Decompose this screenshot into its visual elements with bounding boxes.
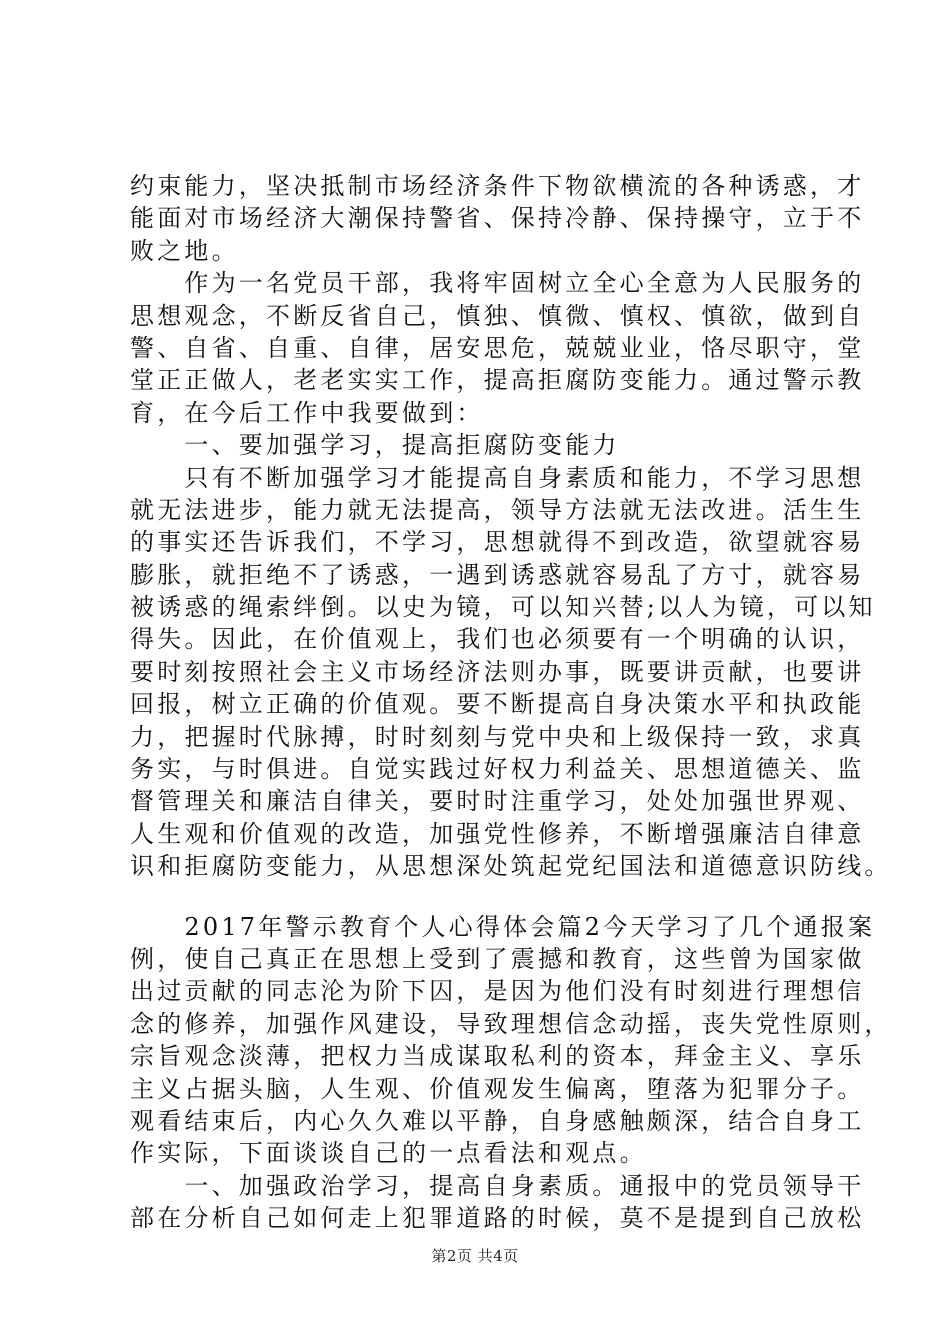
text-line: 的事实还告诉我们，不学习，思想就得不到改造，欲望就容易 <box>130 528 865 557</box>
text-line: 膨胀，就拒绝不了诱惑，一遇到诱惑就容易乱了方寸，就容易 <box>130 560 865 589</box>
text-line: 力，把握时代脉搏，时时刻刻与党中央和上级保持一致，求真 <box>130 722 865 751</box>
text-line: 务实，与时俱进。自觉实践过好权力利益关、思想道德关、监 <box>130 755 865 784</box>
text-line: 念的修养，加强作风建设，导致理想信念动摇，丧失党性原则， <box>130 1009 892 1038</box>
text-line: 主义占据头脑，人生观、价值观发生偏离，堕落为犯罪分子。 <box>130 1074 865 1103</box>
text-line: 2017年警示教育个人心得体会篇2今天学习了几个通报案 <box>130 912 876 941</box>
text-line: 作为一名党员干部，我将牢固树立全心全意为人民服务的 <box>130 269 865 298</box>
text-line: 督管理关和廉洁自律关，要时时注重学习，处处加强世界观、 <box>130 787 865 816</box>
text-line: 观看结束后，内心久久难以平静，自身感触颇深，结合自身工 <box>130 1106 865 1135</box>
paragraph-gap <box>130 883 830 911</box>
text-line: 回报，树立正确的价值观。要不断提高自身决策水平和执政能 <box>130 690 865 719</box>
text-line: 要时刻按照社会主义市场经济法则办事，既要讲贡献，也要讲 <box>130 657 865 686</box>
text-line: 约束能力，坚决抵制市场经济条件下物欲横流的各种诱惑，才 <box>130 172 865 200</box>
text-line: 人生观和价值观的改造，加强党性修养，不断增强廉洁自律意 <box>130 819 865 848</box>
text-line: 例，使自己真正在思想上受到了震撼和教育，这些曾为国家做 <box>130 944 865 973</box>
text-line: 识和拒腐防变能力，从思想深处筑起党纪国法和道德意识防线。 <box>130 852 892 881</box>
text-line: 堂正正做人，老老实实工作，提高拒腐防变能力。通过警示教 <box>130 366 865 395</box>
text-line: 能面对市场经济大潮保持警省、保持冷静、保持操守，立于不 <box>130 204 865 233</box>
text-line: 只有不断加强学习才能提高自身素质和能力，不学习思想 <box>130 463 865 492</box>
section-heading: 一、加强政治学习，提高自身素质。通报中的党员领导干 <box>130 1171 865 1200</box>
text-line: 宗旨观念淡薄，把权力当成谋取私利的资本，拜金主义、享乐 <box>130 1042 865 1071</box>
text-line: 得失。因此，在价值观上，我们也必须要有一个明确的认识， <box>130 625 865 654</box>
document-body <box>130 170 892 1235</box>
section-heading: 一、要加强学习，提高拒腐防变能力 <box>130 431 620 460</box>
text-line: 败之地。 <box>130 236 239 265</box>
text-line: 警、自省、自重、自律，居安思危，兢兢业业，恪尽职守，堂 <box>130 333 865 362</box>
page-footer: 第2页 共4页 <box>431 1247 519 1265</box>
text-line: 作实际，下面谈谈自己的一点看法和观点。 <box>130 1139 647 1168</box>
text-line: 部在分析自己如何走上犯罪道路的时候，莫不是提到自己放松 <box>130 1204 865 1233</box>
text-line: 思想观念，不断反省自己，慎独、慎微、慎权、慎欲，做到自 <box>130 301 865 330</box>
text-line: 育，在今后工作中我要做到： <box>130 398 484 427</box>
text-line: 被诱惑的绳索绊倒。以史为镜，可以知兴替;以人为镜，可以知 <box>130 593 876 622</box>
text-line: 就无法进步，能力就无法提高，领导方法就无法改进。活生生 <box>130 495 865 524</box>
text-line: 出过贡献的同志沦为阶下囚，是因为他们没有时刻进行理想信 <box>130 977 865 1006</box>
